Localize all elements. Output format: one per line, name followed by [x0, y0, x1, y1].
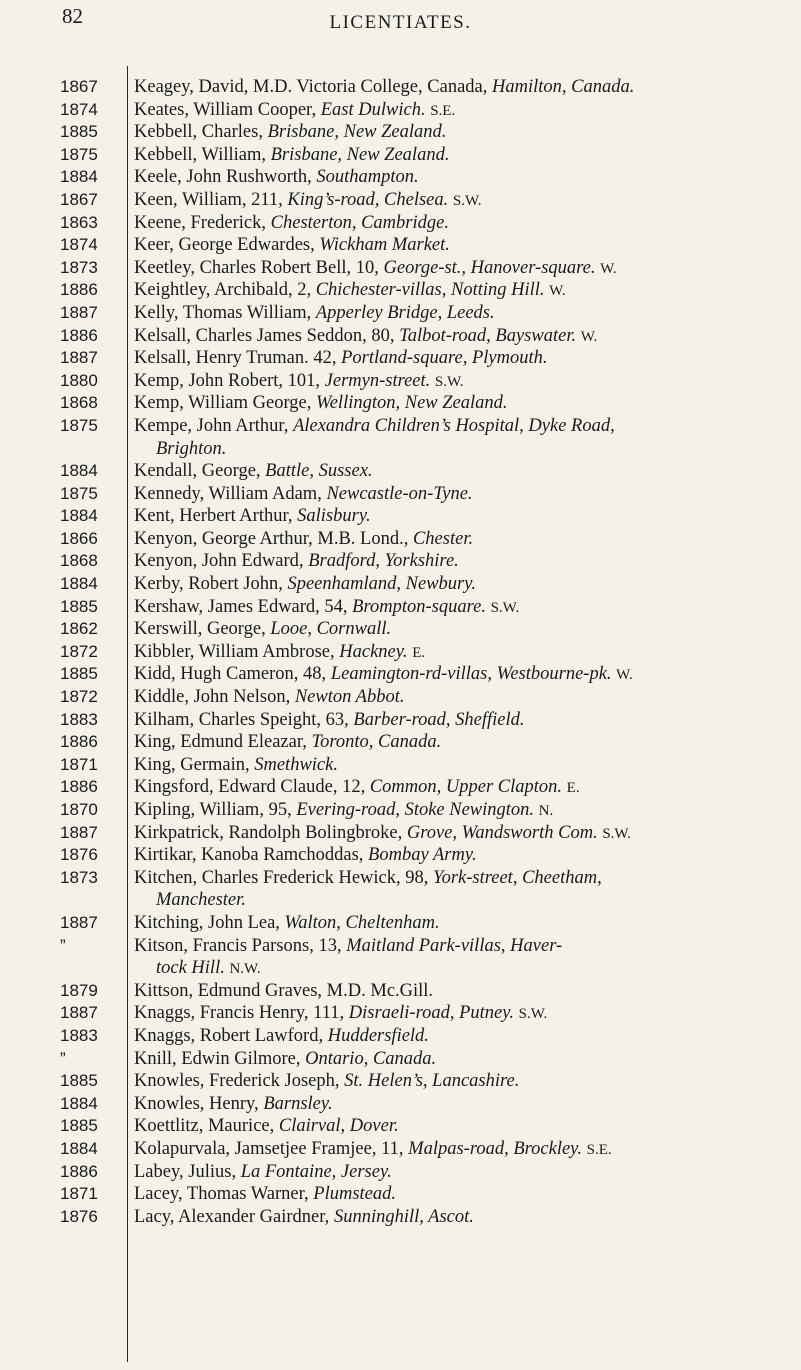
- entry-line: Keates, William Cooper, East Dulwich. S.E.: [134, 99, 456, 120]
- entry-line: Kilham, Charles Speight, 63, Barber-road, Sheffield.: [134, 709, 525, 730]
- entry-line: Koettlitz, Maurice, Clairval, Dover.: [134, 1116, 399, 1137]
- entry-line: Keen, William, 211, King’s-road, Chelsea. S.W.: [134, 189, 482, 210]
- year-cell: 1874: [60, 99, 98, 119]
- entry-line: Kerswill, George, Looe, Cornwall.: [134, 619, 392, 640]
- entry-line: Kolapurvala, Jamsetjee Framjee, 11, Malpas-road, Brockley. S.E.: [134, 1138, 612, 1159]
- entry-line: Knill, Edwin Gilmore, Ontario, Canada.: [134, 1048, 437, 1069]
- entry-line: Kitching, John Lea, Walton, Cheltenham.: [134, 912, 440, 933]
- year-cell: 1886: [60, 1161, 98, 1181]
- entry-line: Kitchen, Charles Frederick Hewick, 98, York-street, Cheetham,: [134, 867, 602, 888]
- entry-line: Kemp, John Robert, 101, Jermyn-street. S.W.: [134, 370, 464, 391]
- year-cell: ”: [60, 1048, 66, 1068]
- year-cell: 1885: [60, 596, 98, 616]
- year-cell: 1866: [60, 528, 98, 548]
- entry-line: Keagey, David, M.D. Victoria College, Canada, Hamilton, Canada.: [134, 77, 635, 97]
- entry-continuation: tock Hill. N.W.: [156, 958, 261, 979]
- entry-line: Kendall, George, Battle, Sussex.: [134, 461, 373, 482]
- entry-line: Kebbell, William, Brisbane, New Zealand.: [134, 144, 450, 165]
- year-cell: 1880: [60, 370, 98, 390]
- entry-line: Keightley, Archibald, 2, Chichester-villas, Notting Hill. W.: [134, 280, 566, 301]
- year-cell: 1872: [60, 687, 98, 707]
- entry-line: Kelsall, Charles James Seddon, 80, Talbot-road, Bayswater. W.: [134, 325, 598, 346]
- entry-line: Kemp, William George, Wellington, New Zealand.: [134, 393, 508, 414]
- year-cell: 1879: [60, 980, 98, 1000]
- year-cell: 1875: [60, 415, 98, 435]
- entry-line: Knaggs, Francis Henry, 111, Disraeli-road, Putney. S.W.: [134, 1003, 548, 1024]
- year-cell: 1873: [60, 867, 98, 887]
- year-cell: 1887: [60, 1003, 98, 1023]
- year-cell: 1887: [60, 302, 98, 322]
- entry-line: Kent, Herbert Arthur, Salisbury.: [134, 506, 371, 527]
- year-cell: [60, 957, 122, 980]
- year-cell: 1886: [60, 325, 98, 345]
- entry-line: Kirtikar, Kanoba Ramchoddas, Bombay Army.: [134, 845, 477, 866]
- entry-line: Kitson, Francis Parsons, 13, Maitland Park-villas, Haver-: [134, 935, 563, 956]
- year-cell: 1885: [60, 664, 98, 684]
- entry-line: Keetley, Charles Robert Bell, 10, George-st., Hanover-square. W.: [134, 257, 617, 278]
- year-cell: 1887: [60, 912, 98, 932]
- entry-line: Kibbler, William Ambrose, Hackney. E.: [134, 641, 426, 662]
- year-cell: 1884: [60, 461, 98, 481]
- year-cell: 1875: [60, 144, 98, 164]
- year-cell: 1876: [60, 1206, 98, 1226]
- entry-line: Kingsford, Edward Claude, 12, Common, Upper Clapton. E.: [134, 777, 580, 798]
- entry-line: Keer, George Edwardes, Wickham Market.: [134, 235, 450, 256]
- entry-line: Lacey, Thomas Warner, Plumstead.: [134, 1184, 397, 1205]
- year-cell: 1870: [60, 800, 98, 819]
- year-cell: 1867: [60, 77, 98, 96]
- year-cell: 1885: [60, 1116, 98, 1136]
- year-cell: 1886: [60, 732, 98, 752]
- year-cell: 1884: [60, 1138, 98, 1158]
- year-cell: 1884: [60, 167, 98, 187]
- year-cell: 1883: [60, 709, 98, 729]
- year-cell: 1887: [60, 822, 98, 842]
- entry-line: Kenyon, George Arthur, M.B. Lond., Chester.: [134, 528, 474, 549]
- year-cell: [60, 438, 122, 461]
- entry-line: Lacy, Alexander Gairdner, Sunninghill, Ascot.: [134, 1206, 474, 1227]
- entry-continuation: Manchester.: [156, 890, 246, 911]
- year-cell: 1883: [60, 1025, 98, 1045]
- year-cell: 1863: [60, 212, 98, 232]
- year-cell: [60, 889, 122, 912]
- year-cell: 1868: [60, 393, 98, 413]
- year-column: [60, 76, 122, 1228]
- year-cell: 1867: [60, 189, 98, 209]
- entry-line: Knowles, Frederick Joseph, St. Helen’s, Lancashire.: [134, 1071, 520, 1092]
- entry-line: Kempe, John Arthur, Alexandra Children’s Hospital, Dyke Road,: [134, 415, 615, 436]
- year-cell: 1876: [60, 845, 98, 865]
- entry-line: Labey, Julius, La Fontaine, Jersey.: [134, 1161, 392, 1182]
- entry-line: Kittson, Edmund Graves, M.D. Mc.Gill.: [134, 980, 434, 1001]
- page-number: 82: [62, 4, 83, 28]
- entry-line: King, Germain, Smethwick.: [134, 754, 338, 775]
- entry-line: Knowles, Henry, Barnsley.: [134, 1093, 333, 1114]
- column-rule: [127, 66, 128, 1362]
- entry-line: Kershaw, James Edward, 54, Brompton-square. S.W.: [134, 596, 520, 617]
- year-cell: 1884: [60, 1093, 98, 1113]
- entry-continuation: Brighton.: [156, 438, 227, 459]
- entry-line: Keene, Frederick, Chesterton, Cambridge.: [134, 212, 449, 233]
- year-cell: 1886: [60, 280, 98, 300]
- entry-line: Kirkpatrick, Randolph Bolingbroke, Grove, Wandsworth Com. S.W.: [134, 822, 631, 843]
- year-cell: 1872: [60, 641, 98, 661]
- year-cell: 1885: [60, 1071, 98, 1091]
- year-cell: 1871: [60, 754, 98, 774]
- entry-line: Kipling, William, 95, Evering-road, Stoke Newington. N.: [134, 800, 554, 820]
- entry-line: Kiddle, John Nelson, Newton Abbot.: [134, 687, 405, 708]
- entry-line: Kerby, Robert John, Speenhamland, Newbury.: [134, 574, 477, 595]
- year-cell: 1874: [60, 235, 98, 255]
- year-cell: 1884: [60, 506, 98, 526]
- entry-line: Keele, John Rushworth, Southampton.: [134, 167, 419, 188]
- year-cell: 1884: [60, 574, 98, 594]
- year-cell: 1873: [60, 257, 98, 277]
- entry-line: Kenyon, John Edward, Bradford, Yorkshire.: [134, 551, 459, 572]
- year-cell: 1887: [60, 348, 98, 368]
- year-cell: 1868: [60, 551, 98, 571]
- year-cell: 1862: [60, 619, 98, 639]
- entry-line: King, Edmund Eleazar, Toronto, Canada.: [134, 732, 442, 753]
- running-head: LICENTIATES.: [329, 12, 472, 33]
- year-cell: 1875: [60, 483, 98, 503]
- entry-line: Knaggs, Robert Lawford, Huddersfield.: [134, 1025, 429, 1046]
- year-cell: 1871: [60, 1184, 98, 1204]
- entry-line: Kidd, Hugh Cameron, 48, Leamington-rd-villas, Westbourne-pk. W.: [134, 664, 633, 685]
- entry-column: [134, 76, 794, 1228]
- entry-line: Kelsall, Henry Truman. 42, Portland-square, Plymouth.: [134, 348, 548, 369]
- entry-line: Kennedy, William Adam, Newcastle-on-Tyne.: [134, 483, 473, 504]
- entry-line: Kebbell, Charles, Brisbane, New Zealand.: [134, 122, 447, 143]
- year-cell: 1886: [60, 777, 98, 797]
- year-cell: ”: [60, 935, 66, 955]
- year-cell: 1885: [60, 122, 98, 142]
- entry-line: Kelly, Thomas William, Apperley Bridge, Leeds.: [134, 302, 495, 323]
